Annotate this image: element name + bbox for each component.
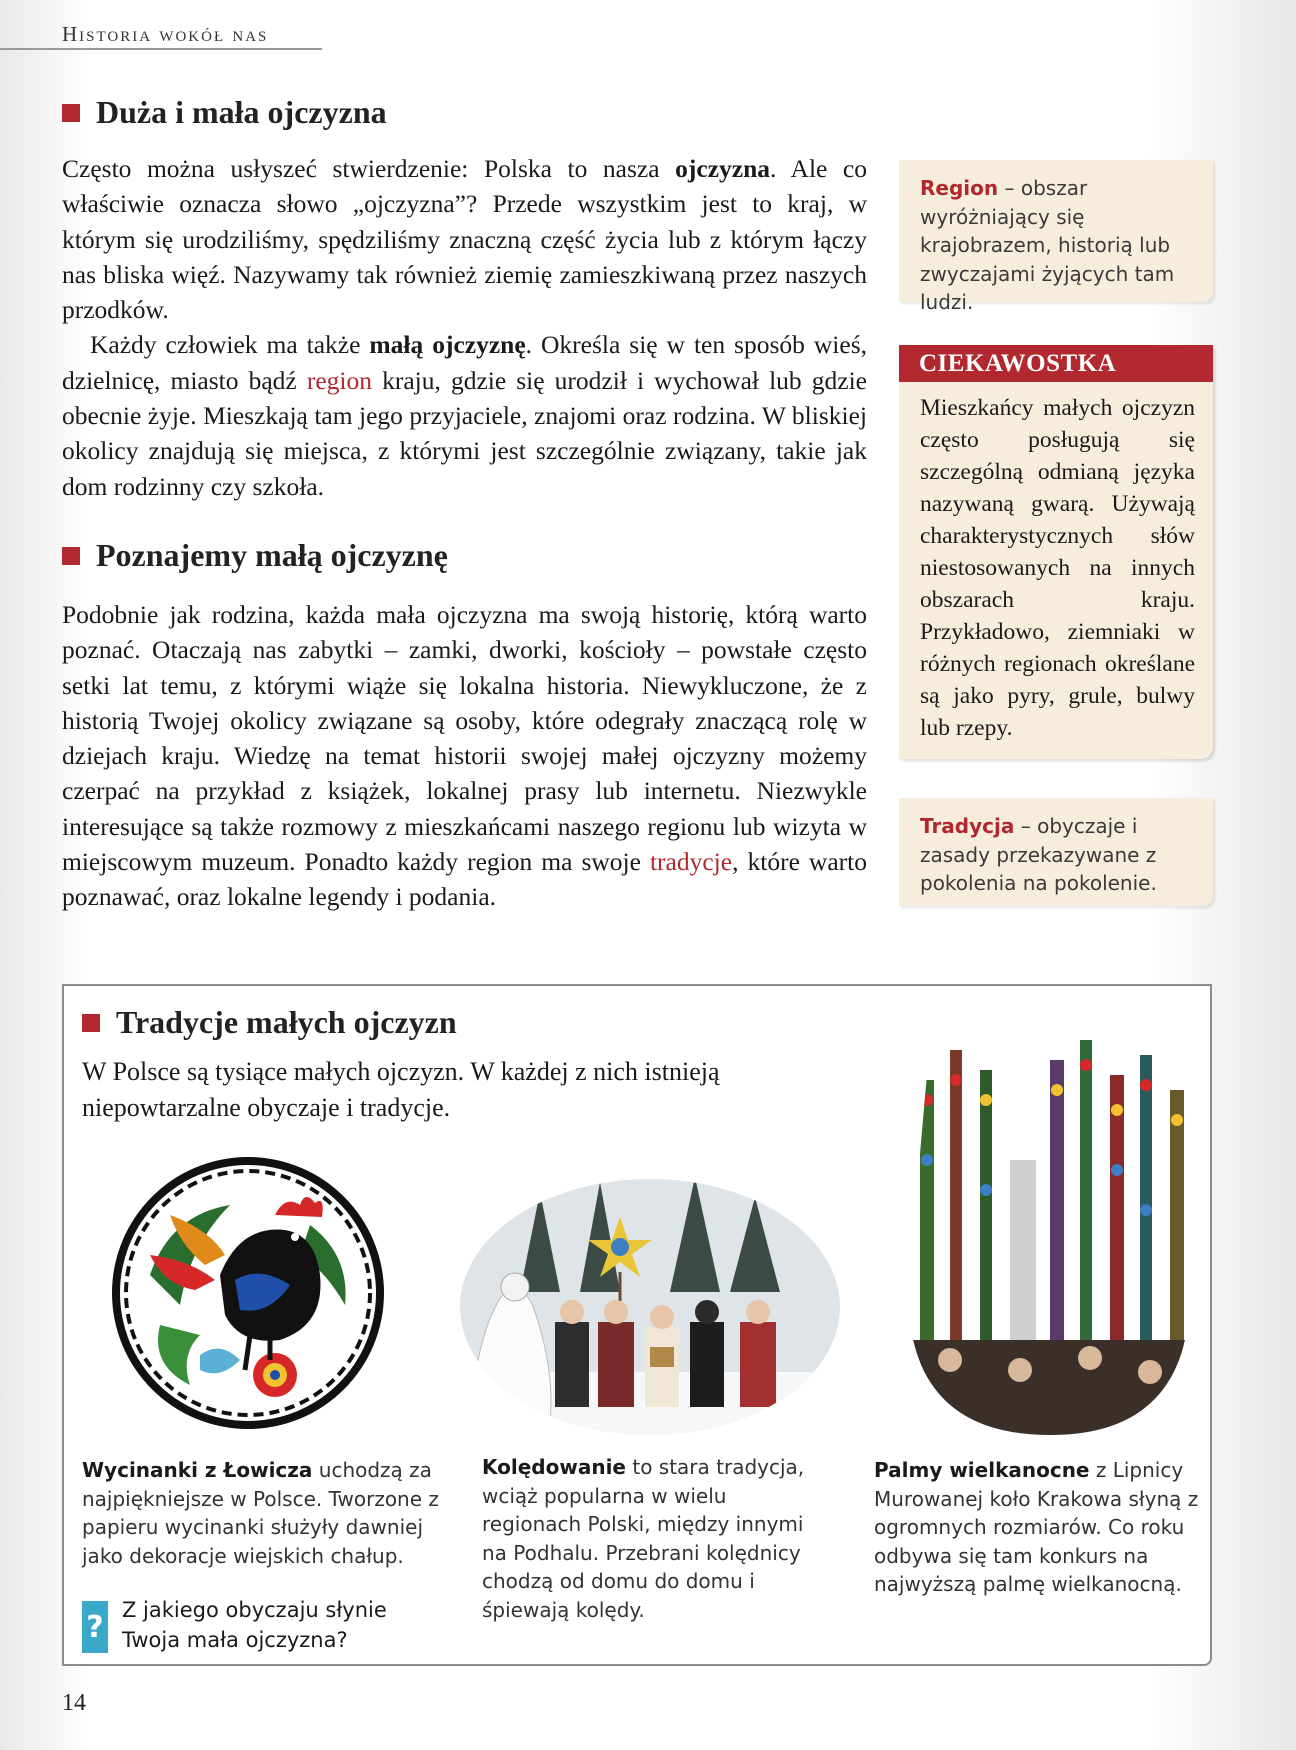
panel-heading [82,1004,457,1041]
bold-term: ojczyzna [675,154,771,183]
caption-palmy: Palmy wielkanocne z Lipnicy Murowanej koło Krakowa słyną z ogromnych rozmiarów. Co roku odbywa się tam konkurs na najwyższą palmę wielkanocną. [874,1458,1199,1596]
heading-square-icon [62,104,80,122]
caption-title: Kolędowanie [482,1455,626,1479]
question-text: Z jakiego obyczaju słynie Twoja mała ojczyzna? [122,1598,387,1652]
panel-title: Tradycje małych ojczyzn [116,1004,457,1040]
caption-koledowanie: Kolędowanie to stara tradycja, wciąż popularna w wielu regionach Polski, między innymi na Podhalu. Przebrani kolędnicy chodzą od domu do domu i śpiewają kolędy. [482,1455,805,1622]
fact-box [899,345,1213,759]
running-head: Historia wokół nas [62,22,269,46]
definition-box-region [899,160,1213,314]
page-number: 14 [62,1690,86,1716]
paragraph: Często można usłyszeć stwierdzenie: Polska to nasza ojczyzna. Ale co właściwie oznacza słowo „ojczyzna”? Przede wszystkim jest to kraj, w którym się urodziliśmy, spędziliśmy znaczną część życia lub z którym łączy nas bliska więź. Nazywamy tak również ziemię zamieszkiwaną przez naszych przodków. [62,154,867,325]
question-icon: ? [82,1601,108,1653]
definition-text: – obyczaje i zasady przekazywane z pokolenia na pokolenie. [920,814,1157,895]
caption-title: Wycinanki z Łowicza [82,1458,313,1482]
section-1-body [62,151,867,504]
fact-box-title: CIEKAWOSTKA [899,345,1213,382]
running-head-rule [0,48,322,50]
glossary-term-tradycje: tradycje [649,847,733,877]
definition-text: – obszar wyróżniający się krajobrazem, historią lub zwyczajami żyjących tam ludzi. [920,176,1175,314]
definition-box-tradycja [899,798,1213,906]
palmy-wielkanocne-image [890,1040,1210,1435]
koledowanie-carolers-image [460,1172,840,1437]
section-heading-1 [62,94,387,131]
section-title: Poznajemy małą ojczyznę [96,537,448,573]
fact-box-text: Mieszkańcy małych ojczyzn często posługują się szczególną odmianą języka nazywaną gwarą. Używają charakterystycznych słów niestosowanych na innych obszarach kraju. Przykładowo, ziemniaki w różnych regionach określane są jako pyry, grule, bulwy lub rzepy. [920,395,1195,741]
bold-term: małą ojczyznę [369,330,526,360]
glossary-term-region: region [306,365,372,395]
heading-square-icon [62,547,80,565]
panel-intro: W Polsce są tysiące małych ojczyzn. W każdej z nich istnieją niepowtarzalne obyczaje i tradycje. [82,1057,720,1122]
definition-term: Region [920,176,999,200]
paragraph: Podobnie jak rodzina, każda mała ojczyzna ma swoją historię, którą warto poznać. Otaczają nas zabytki – zamki, dworki, kościoły – powstałe często setki lat temu, z którymi wiąże się lokalna historia. Niewykluczone, że z historią Twojej okolicy związane są osoby, które odegrały znaczącą rolę w dziejach kraju. Wiedzę na temat historii swojej małej ojczyzny możemy czerpać na przykład z książek, lokalnej prasy lub internetu. Niezwykle interesujące są także rozmowy z mieszkańcami naszego regionu lub wizyta w miejscowym muzeum. Ponadto każdy region ma swoje tradycje, które warto poznawać, oraz lokalne legendy i podania. [62,600,867,912]
wycinanka-rooster-image [110,1155,386,1431]
heading-square-icon [82,1014,100,1032]
caption-title: Palmy wielkanocne [874,1458,1090,1482]
paragraph: Każdy człowiek ma także małą ojczyznę. Określa się w ten sposób wieś, dzielnicę, miasto bądź region kraju, gdzie się urodził i wychował lub gdzie obecnie żyje. Mieszkają tam jego przyjaciele, znajomi oraz rodzina. W bliskiej okolicy znajdują się miejsca, z którymi jest szczególnie związany, takie jak dom rodzinny czy szkoła. [62,330,867,501]
section-heading-2 [62,537,448,574]
caption-wycinanki: Wycinanki z Łowicza uchodzą za najpiękniejsze w Polsce. Tworzone z papieru wycinanki służyły dawniej jako dekoracje wiejskich chałup. [82,1458,439,1568]
section-2-body [62,597,867,915]
definition-term: Tradycja [920,814,1015,838]
section-title: Duża i mała ojczyzna [96,94,387,130]
